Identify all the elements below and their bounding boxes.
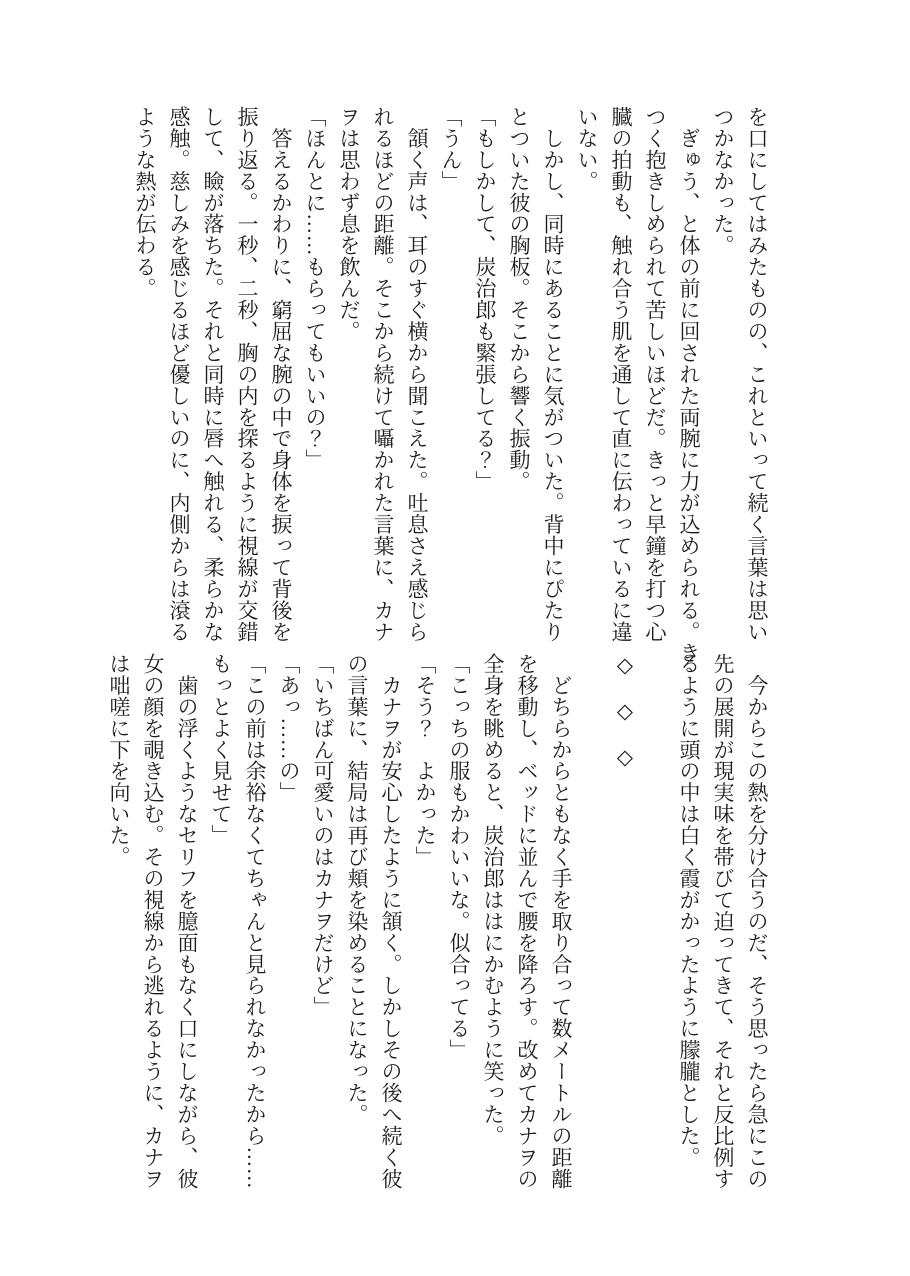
text-line: 臓の拍動も、触れ合う肌を通して直に伝わっているに違 (609, 106, 633, 643)
scene-separator: ◇ ◇ ◇ (613, 653, 637, 770)
text-line: の言葉に、結局は再び頬を染めることになった。 (345, 653, 369, 1125)
text-line: を移動し、ベッドに並んで腰を降ろす。改めてカナヲの (515, 653, 539, 1190)
text-line: もっとよく見せて」 (209, 653, 233, 847)
text-line: れるほどの距離。そこから続けて囁かれた言葉に、カナ (371, 106, 395, 643)
text-line: 「もしかして、炭治郎も緊張してる？」 (473, 106, 497, 493)
text-line: 「いちばん可愛いのはカナヲだけど」 (311, 653, 335, 1018)
text-line: とついた彼の胸板。そこから響く振動。 (507, 106, 531, 493)
text-line: 女の顔を覗き込む。その視線から逃れるように、カナヲ (141, 653, 165, 1190)
text-line: 「こっちの服もかわいいな。似合ってる」 (447, 653, 471, 1061)
lower-text-block (102, 653, 774, 1205)
text-line: 「この前は余裕なくてちゃんと見られなかったから…… (243, 653, 267, 1190)
text-line: 先の展開が現実味を帯びて迫ってきて、それと反比例す (711, 653, 735, 1190)
text-line: つかなかった。 (711, 106, 735, 257)
text-line: ヲは思わず息を飲んだ。 (337, 106, 361, 342)
text-line: ような熱が伝わる。 (133, 106, 157, 300)
text-line: 答えるかわりに、窮屈な腕の中で身体を捩って背後を (269, 106, 293, 643)
text-line: つく抱きしめられて苦しいほどだ。きっと早鐘を打つ心 (643, 106, 667, 643)
upper-text-block (128, 106, 774, 664)
text-line: 振り返る。一秒、二秒、胸の内を探るように視線が交錯 (235, 106, 259, 643)
text-line: 全身を眺めると、炭治郎ははにかむように笑った。 (481, 653, 505, 1147)
text-line: 「あっ……の」 (277, 653, 301, 804)
text-line: カナヲが安心したように頷く。しかしその後へ続く彼 (379, 653, 403, 1190)
text-line: しかし、同時にあることに気がついた。背中にぴたり (541, 106, 565, 643)
text-line: 「ほんとに……もらってもいいの？」 (303, 106, 327, 471)
text-line: いない。 (575, 106, 599, 192)
text-line: どちらからともなく手を取り合って数メートルの距離 (549, 653, 573, 1190)
text-line: 「うん」 (439, 106, 463, 192)
text-line: を口にしてはみたものの、これといって続く言葉は思い (745, 106, 769, 643)
text-line: 歯の浮くようなセリフを臆面もなく口にしながら、彼 (175, 653, 199, 1190)
text-line: は咄嗟に下を向いた。 (107, 653, 131, 868)
text-line: ぎゅう、と体の前に回された両腕に力が込められる。き (677, 106, 701, 664)
text-line: 頷く声は、耳のすぐ横から聞こえた。吐息さえ感じら (405, 106, 429, 643)
text-line: して、瞼が落ちた。それと同時に唇へ触れる、柔らかな (201, 106, 225, 643)
text-line: 今からこの熱を分け合うのだ、そう思ったら急にこの (745, 653, 769, 1190)
text-line: るように頭の中は白く霞がかったように朦朧とした。 (677, 653, 701, 1168)
text-line: 「そう？ よかった」 (413, 653, 437, 868)
text-line: 感触。慈しみを感じるほど優しいのに、内側からは滾る (167, 106, 191, 643)
